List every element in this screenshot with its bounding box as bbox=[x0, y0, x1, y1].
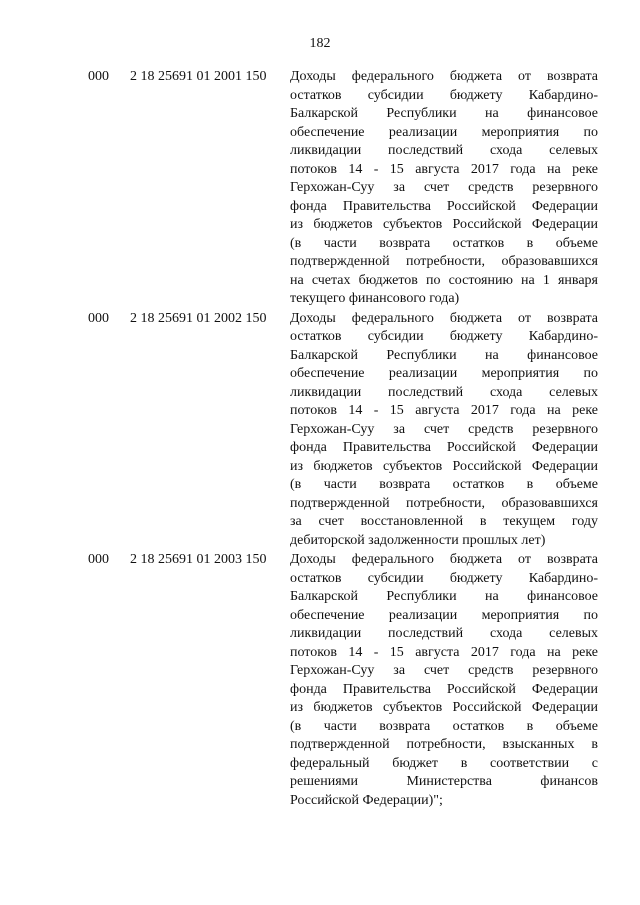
income-description bbox=[290, 551, 598, 810]
kbk-code: 2 18 25691 01 2002 150 bbox=[130, 310, 267, 326]
description-line: Доходы федерального бюджета от возврата bbox=[290, 69, 598, 84]
admin-code: 000 bbox=[88, 69, 109, 84]
description-line: фонда Правительства Российской Федерации bbox=[290, 440, 598, 455]
page-number: 182 bbox=[309, 36, 331, 51]
admin-code: 000 bbox=[88, 552, 109, 567]
description-line: Российской Федерации)"; bbox=[290, 792, 443, 808]
description-line: из бюджетов субъектов Российской Федерации bbox=[290, 700, 598, 715]
income-description bbox=[290, 310, 598, 551]
description-line: федеральный бюджет в соответствии с bbox=[290, 755, 598, 771]
description-line: подтвержденной потребности, образовавшихся bbox=[290, 495, 598, 511]
description-line: подтвержденной потребности, взысканных в bbox=[290, 737, 598, 752]
description-line: остатков субсидии бюджету Кабардино- bbox=[290, 87, 598, 103]
income-description bbox=[290, 68, 598, 309]
kbk-code: 2 18 25691 01 2001 150 bbox=[130, 69, 267, 84]
description-line: ликвидации последствий схода селевых bbox=[290, 626, 598, 641]
description-line: Герхожан-Суу за счет средств резервного bbox=[290, 421, 598, 437]
description-line: Герхожан-Суу за счет средств резервного bbox=[290, 180, 598, 195]
description-line: Балкарской Республики на финансовое bbox=[290, 589, 598, 604]
description-line: обеспечение реализации мероприятия по bbox=[290, 366, 598, 381]
description-line: обеспечение реализации мероприятия по bbox=[290, 124, 598, 140]
description-line: за счет восстановленной в текущем году bbox=[290, 514, 598, 529]
description-line: (в части возврата остатков в объеме bbox=[290, 718, 598, 734]
description-line: Доходы федерального бюджета от возврата bbox=[290, 552, 598, 567]
kbk-table bbox=[88, 68, 608, 811]
description-line: Доходы федерального бюджета от возврата bbox=[290, 310, 598, 326]
table-row bbox=[88, 551, 608, 810]
description-line: Балкарской Республики на финансовое bbox=[290, 106, 598, 121]
description-line: из бюджетов субъектов Российской Федерации bbox=[290, 217, 598, 232]
description-line: потоков 14 - 15 августа 2017 года на реке bbox=[290, 403, 598, 418]
description-line: Герхожан-Суу за счет средств резервного bbox=[290, 663, 598, 678]
description-line: остатков субсидии бюджету Кабардино- bbox=[290, 329, 598, 344]
description-line: обеспечение реализации мероприятия по bbox=[290, 607, 598, 623]
description-line: из бюджетов субъектов Российской Федерации bbox=[290, 458, 598, 474]
description-line: дебиторской задолженности прошлых лет) bbox=[290, 532, 546, 548]
description-line: ликвидации последствий схода селевых bbox=[290, 143, 598, 158]
description-line: потоков 14 - 15 августа 2017 года на реке bbox=[290, 644, 598, 660]
description-line: фонда Правительства Российской Федерации bbox=[290, 198, 598, 214]
kbk-code: 2 18 25691 01 2003 150 bbox=[130, 552, 267, 567]
description-line: Балкарской Республики на финансовое bbox=[290, 347, 598, 363]
description-line: текущего финансового года) bbox=[290, 291, 460, 306]
admin-code: 000 bbox=[88, 310, 109, 326]
table-row bbox=[88, 68, 608, 309]
table-row bbox=[88, 310, 608, 551]
description-line: (в части возврата остатков в объеме bbox=[290, 477, 598, 492]
description-line: на счетах бюджетов по состоянию на 1 января bbox=[290, 272, 598, 288]
description-line: подтвержденной потребности, образовавшихся bbox=[290, 254, 598, 269]
description-line: решениями Министерства финансов bbox=[290, 774, 598, 789]
description-line: остатков субсидии бюджету Кабардино- bbox=[290, 570, 598, 586]
description-line: фонда Правительства Российской Федерации bbox=[290, 681, 598, 697]
description-line: потоков 14 - 15 августа 2017 года на реке bbox=[290, 161, 598, 177]
description-line: (в части возврата остатков в объеме bbox=[290, 235, 598, 251]
description-line: ликвидации последствий схода селевых bbox=[290, 384, 598, 400]
